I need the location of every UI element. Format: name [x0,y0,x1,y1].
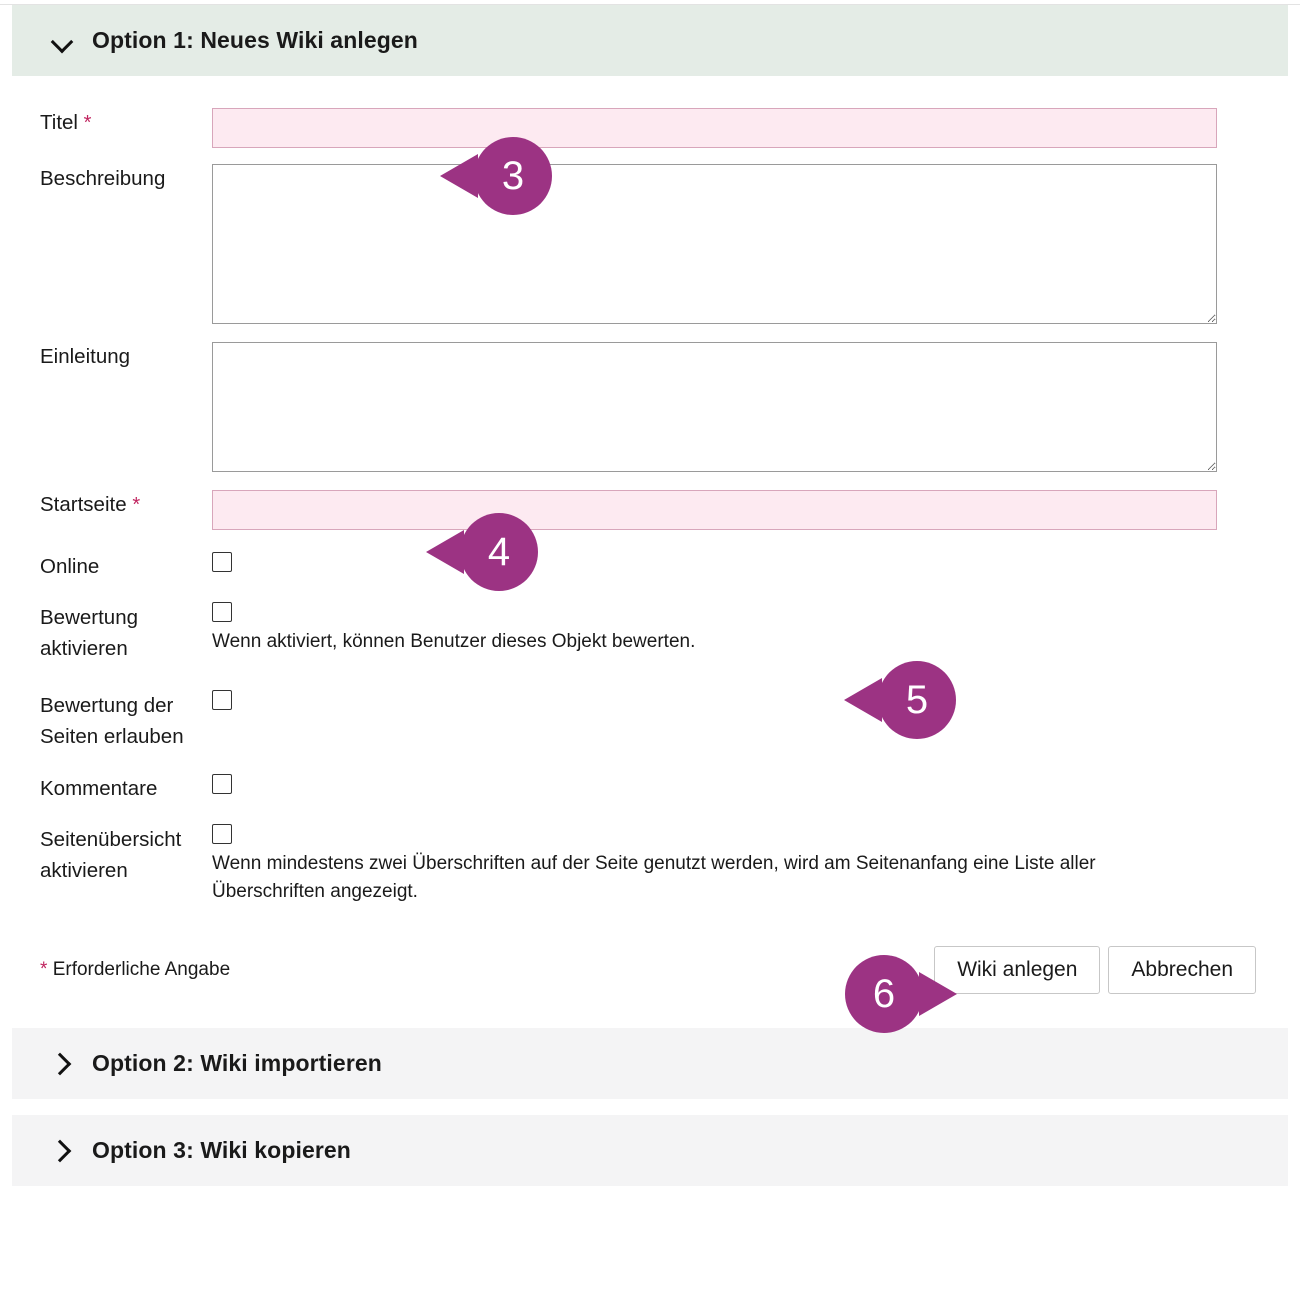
comments-checkbox[interactable] [212,774,232,794]
required-note: * Erforderliche Angabe [40,959,231,980]
accordion-title-option-1: Option 1: Neues Wiki anlegen [92,27,418,53]
required-marker: * [132,494,141,516]
accordion-header-option-1[interactable] [12,5,1288,76]
callout-tail [426,530,464,574]
callout-6 [845,955,923,1033]
label-introduction: Einleitung [40,345,131,368]
callout-4-number: 4 [487,529,511,574]
form-row-startpage [0,490,1300,530]
callout-5 [878,661,956,739]
accordion-title-option-2: Option 2: Wiki importieren [92,1050,382,1076]
form-footer [0,946,1300,994]
callout-tail [440,154,478,198]
online-checkbox[interactable] [212,552,232,572]
label-description: Beschreibung [40,167,166,190]
callout-6-number: 6 [872,971,896,1016]
form-row-rating [0,602,1300,664]
callout-5-number: 5 [905,677,929,722]
accordion-header-option-2[interactable] [12,1028,1288,1099]
rating-checkbox[interactable] [212,602,232,622]
form-row-online [0,552,1300,582]
chevron-right-icon [52,1053,74,1075]
panel-spacer [0,1099,1300,1115]
page-rating-checkbox[interactable] [212,690,232,710]
title-input[interactable] [212,108,1217,148]
chevron-right-icon [52,1140,74,1162]
label-rating: Bewertung aktivieren [40,606,139,660]
toc-checkbox[interactable] [212,824,232,844]
form-row-description [0,164,1300,324]
form-row-introduction [0,342,1300,472]
wiki-create-page [0,5,1300,1186]
label-startpage: Startseite * [40,493,141,516]
label-toc: Seitenübersicht aktivieren [40,828,182,882]
form-row-title [0,108,1300,148]
label-comments: Kommentare [40,777,158,800]
form-row-toc [0,824,1300,906]
introduction-textarea[interactable] [212,342,1217,472]
toc-hint: Wenn mindestens zwei Überschriften auf der Seite genutzt werden, wird am Seitenanfang eine Liste aller Überschriften angezeigt. [212,853,1096,902]
form-row-page-rating [0,690,1300,752]
rating-hint: Wenn aktiviert, können Benutzer dieses Objekt bewerten. [212,631,696,652]
description-textarea[interactable] [212,164,1217,324]
label-title: Titel * [40,111,92,134]
callout-tail [919,972,957,1016]
label-page-rating: Bewertung der Seiten erlauben [40,694,184,748]
callout-4 [460,513,538,591]
accordion-header-option-3[interactable] [12,1115,1288,1186]
label-online: Online [40,555,100,578]
required-marker: * [83,112,92,134]
form-buttons [934,946,1256,994]
cancel-button[interactable]: Abbrechen [1108,946,1256,994]
create-wiki-button[interactable]: Wiki anlegen [934,946,1100,994]
startpage-input[interactable] [212,490,1217,530]
wiki-create-form [0,76,1300,994]
form-row-comments [0,774,1300,804]
chevron-down-icon [52,30,74,52]
callout-3 [474,137,552,215]
callout-3-number: 3 [501,153,525,198]
callout-tail [844,678,882,722]
collapsed-panels [0,1028,1300,1186]
accordion-title-option-3: Option 3: Wiki kopieren [92,1137,351,1163]
